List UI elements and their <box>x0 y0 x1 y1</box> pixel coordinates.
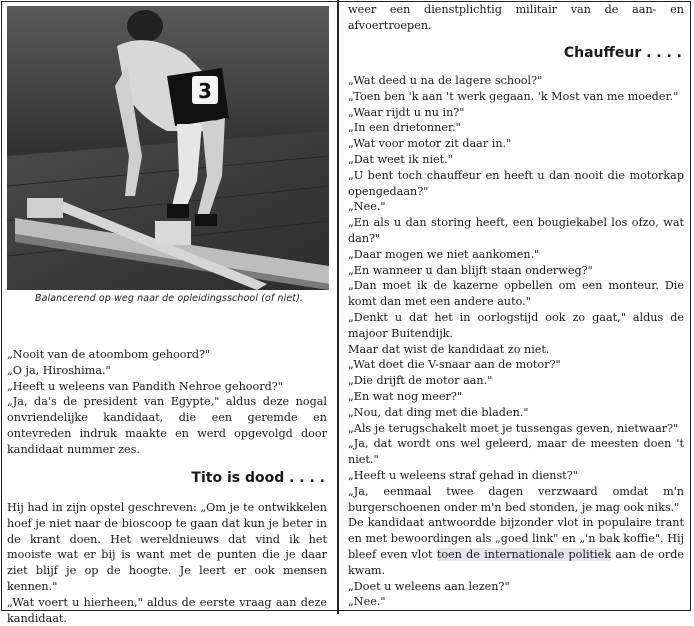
text-line: „Dan moet ik de kazerne opbellen om een monteur. Die komt dan met een andere auto." <box>348 279 684 309</box>
text-line: „Nee." <box>348 595 386 609</box>
text-line: „Dat weet ik niet." <box>348 152 453 166</box>
text-paragraph: Hij had in zijn opstel geschreven: „Om je te ontwikkelen hoef je niet naar de bioscoop te gaan dat kun je beter in de krant doen. Het wereldnieuws dat vind ik het mooiste wat er bij is want met de punten die je daar ziet blijf je op de hoogte. Je leert er ook mensen kennen." <box>7 501 327 593</box>
column-divider <box>337 0 339 614</box>
photo-caption: Balancerend op weg naar de opleidingsschool (of niet). <box>34 293 304 304</box>
text-line: „Daar mogen we niet aankomen." <box>348 247 540 261</box>
left-dialogue-1 <box>7 347 327 458</box>
text-span: aan de orde kwam. <box>348 547 684 577</box>
text-line: „Denkt u dat het in oorlogstijd ook zo gaat," aldus de majoor Buitendijk. <box>348 310 684 340</box>
text-line: „U bent toch chauffeur en heeft u dan nooit die motorkap opengedaan?" <box>348 168 684 198</box>
text-line: „En wanneer u dan blijft staan onderweg?" <box>348 263 593 277</box>
text-line: „Ja, dat wordt ons wel geleerd, maar de meesten doen 't niet." <box>348 437 684 467</box>
text-paragraph: „Wat voert u hierheen," aldus de eerste vraag aan deze kandidaat. <box>7 595 327 625</box>
text-span: De kandidaat antwoordde bijzonder vlot in populaire trant en met bewoordingen als „goed link" en „'n bak koffie". Hij bleef even vlot <box>348 516 684 561</box>
photo <box>7 6 329 290</box>
text-line: „In een drietonner." <box>348 121 461 135</box>
text-line: „Als je terugschakelt moet je tussengas geven, nietwaar?" <box>348 421 679 435</box>
bib-number: 3 <box>198 79 212 103</box>
text-line: „En als u dan storing heeft, een bougiekabel los ofzo, wat dan?" <box>348 216 684 245</box>
text-paragraph <box>348 515 684 578</box>
photo-illustration <box>7 6 329 290</box>
text-line: „Wat doet die V-snaar aan de motor?" <box>348 358 561 372</box>
heading-chauffeur: Chauffeur . . . . <box>563 45 682 61</box>
text-line: „En wat nog meer?" <box>348 389 463 403</box>
left-dialogue-2 <box>7 500 327 626</box>
right-dialogue <box>348 73 684 610</box>
text-line: „Die drijft de motor aan." <box>348 374 493 388</box>
text-line: „Ja, eenmaal twee dagen verzwaard omdat m'n burgerschoenen onder m'n bed stonden, je mag ook niks." <box>348 484 684 514</box>
text-line: Maar dat wist de kandidaat zo niet. <box>348 342 550 356</box>
text-line: „Heeft u weleens straf gehad in dienst?" <box>348 468 578 482</box>
text-line: „Wat voor motor zit daar in." <box>348 137 512 151</box>
highlighted-text: toen de internationale politiek <box>436 547 611 561</box>
text-line: „O ja, Hiroshima." <box>7 363 111 377</box>
right-intro: weer een dienstplichtig militair van de aan- en afvoertroepen. <box>348 3 684 32</box>
text-line: „Nou, dat ding met die bladen." <box>348 405 529 419</box>
text-line: „Waar rijdt u nu in?" <box>348 105 465 119</box>
heading-tito: Tito is dood . . . . <box>191 470 325 486</box>
text-line: „Doet u weleens aan lezen?" <box>348 579 510 593</box>
text-line: „Nooit van de atoombom gehoord?" <box>7 348 211 361</box>
text-line: „Ja, da's de president van Egypte," aldus deze nogal onvriendelijke kandidaat, die een geremde en ontevreden indruk maakte en werd opgevolgd door kandidaat nummer zes. <box>7 395 327 456</box>
text-line: „Toen ben 'k aan 't werk gegaan. 'k Most van me moeder." <box>348 89 679 103</box>
text-line: „Wat deed u na de lagere school?" <box>348 74 543 87</box>
text-line: „Nee." <box>348 200 386 214</box>
text-line: „Heeft u weleens van Pandith Nehroe gehoord?" <box>7 379 283 393</box>
